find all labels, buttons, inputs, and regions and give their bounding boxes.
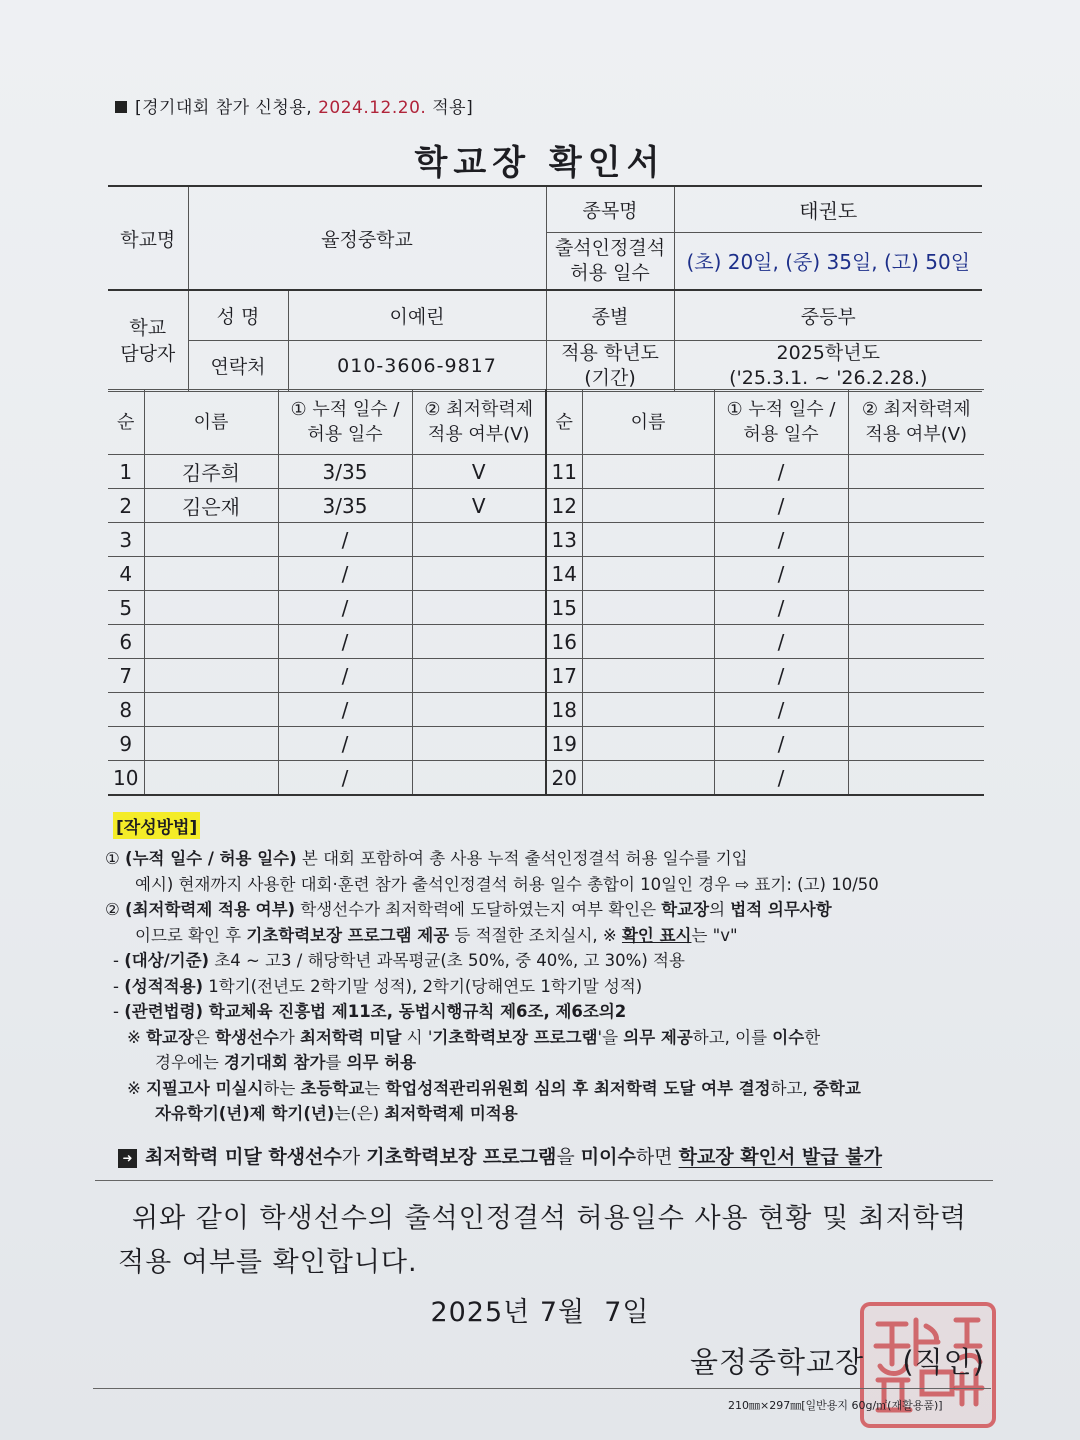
table-cell: / (714, 489, 848, 523)
header-note: [경기대회 참가 신청용, 2024.12.20. 적용] (115, 93, 473, 118)
table-cell: / (714, 591, 848, 625)
table-cell: 15 (546, 591, 582, 625)
issue-date: 2025년 7월 7일 (430, 1297, 650, 1328)
name-label: 성 명 (188, 290, 288, 340)
table-cell (582, 693, 714, 727)
table-cell (582, 761, 714, 796)
detail-law: - (관련법령) 학교체육 진흥법 제11조, 동법시행규칙 제6조, 제6조의2 (113, 1002, 627, 1021)
table-cell: ② 최저학력제 적용 여부(V) (848, 390, 984, 455)
table-cell: / (278, 523, 412, 557)
division-label: 종별 (546, 290, 674, 340)
table-cell: 20 (546, 761, 582, 796)
table-cell (582, 591, 714, 625)
table-cell: / (278, 727, 412, 761)
table-cell (582, 625, 714, 659)
table-cell (848, 727, 984, 761)
school-name: 율정중학교 (188, 186, 546, 290)
instructions-body (105, 846, 990, 1127)
table-cell: / (278, 659, 412, 693)
year-label: 적용 학년도 (기간) (546, 340, 674, 391)
table-cell: 16 (546, 625, 582, 659)
table-cell (144, 659, 278, 693)
school-label: 학교명 (108, 186, 188, 290)
special-note-1: ※ 학교장은 학생선수가 최저학력 미달 시 '기초학력보장 프로그램'을 의무 제공하고, 이를 이수한 (127, 1027, 821, 1047)
table-cell: 순 (546, 390, 582, 455)
table-cell (144, 591, 278, 625)
table-cell: / (714, 625, 848, 659)
manager-label: 학교 담당자 (108, 290, 188, 391)
table-row (108, 693, 984, 727)
table-cell (412, 625, 546, 659)
contact-value: 010-3606-9817 (288, 340, 546, 391)
table-row (108, 557, 984, 591)
table-cell (144, 625, 278, 659)
year-value: 2025학년도 ('25.3.1. ~ '26.2.28.) (674, 340, 982, 391)
instructions-heading: [작성방법] (113, 812, 200, 839)
special-note-2-cont: 자유학기(년)제 학기(년)는(은) 최저학력제 미적용 (155, 1104, 518, 1123)
table-cell (848, 591, 984, 625)
principal-signature: 율정중학교장 (직인) (690, 1345, 985, 1379)
note-2-cont: 이므로 확인 후 기초학력보장 프로그램 제공 등 적절한 조치실시, ※ 확인 표시는 "v" (135, 925, 738, 945)
student-table (108, 389, 984, 796)
bottom-divider (93, 1388, 991, 1389)
table-cell: / (278, 591, 412, 625)
issuance-notice: ➜ 최저학력 미달 학생선수가 기초학력보장 프로그램을 미이수하면 학교장 확인서 발급 불가 (118, 1142, 882, 1169)
table-cell (848, 659, 984, 693)
table-cell: / (714, 659, 848, 693)
table-cell: ① 누적 일수 / 허용 일수 (714, 390, 848, 455)
table-cell (412, 693, 546, 727)
table-cell: / (714, 455, 848, 489)
table-cell: / (278, 693, 412, 727)
table-cell (848, 455, 984, 489)
document-title: 학교장 확인서 (414, 143, 666, 183)
table-row (108, 489, 984, 523)
table-cell: / (714, 693, 848, 727)
table-cell: 3 (108, 523, 144, 557)
table-cell: 6 (108, 625, 144, 659)
special-note-1-cont: 경우에는 경기대회 참가를 의무 허용 (155, 1053, 417, 1072)
divider (95, 1180, 993, 1181)
table-cell: / (714, 761, 848, 796)
table-cell: 5 (108, 591, 144, 625)
table-cell: 9 (108, 727, 144, 761)
table-cell (582, 455, 714, 489)
table-cell: 14 (546, 557, 582, 591)
table-cell: 4 (108, 557, 144, 591)
table-cell: 3/35 (278, 489, 412, 523)
manager-name: 이예린 (288, 290, 546, 340)
arrow-box-icon: ➜ (118, 1149, 137, 1168)
table-cell (848, 523, 984, 557)
table-cell (582, 489, 714, 523)
table-cell: 12 (546, 489, 582, 523)
table-cell: 이름 (144, 390, 278, 455)
division-value: 중등부 (674, 290, 982, 340)
school-info-table (108, 185, 982, 392)
table-cell: / (714, 557, 848, 591)
table-cell (144, 693, 278, 727)
table-cell: V (412, 489, 546, 523)
table-cell (582, 523, 714, 557)
table-cell: 19 (546, 727, 582, 761)
table-cell: 2 (108, 489, 144, 523)
table-cell (848, 693, 984, 727)
note-1: ① (누적 일수 / 허용 일수) 본 대회 포함하여 총 사용 누적 출석인정결석 허용 일수를 기입 (105, 849, 748, 868)
event-label: 종목명 (546, 186, 674, 232)
table-cell: / (278, 557, 412, 591)
table-cell: 이름 (582, 390, 714, 455)
table-cell: 18 (546, 693, 582, 727)
table-cell: 17 (546, 659, 582, 693)
table-cell (848, 489, 984, 523)
table-row (108, 625, 984, 659)
allowed-days-value: (초) 20일, (중) 35일, (고) 50일 (674, 232, 982, 290)
table-cell: ② 최저학력제 적용 여부(V) (412, 390, 546, 455)
table-cell (412, 523, 546, 557)
table-cell (582, 557, 714, 591)
square-bullet-icon (115, 101, 127, 113)
table-cell (144, 557, 278, 591)
table-cell (412, 727, 546, 761)
table-cell: 13 (546, 523, 582, 557)
paper-spec: 210㎜×297㎜[일반용지 60g/㎡(재활용품)] (728, 1399, 943, 1412)
event-name: 태권도 (674, 186, 982, 232)
special-note-2: ※ 지필고사 미실시하는 초등학교는 학업성적관리위원회 심의 후 최저학력 도달 여부 결정하고, 중학교 (127, 1078, 861, 1098)
note-1-example: 예시) 현재까지 사용한 대회·훈련 참가 출석인정결석 허용 일수 총합이 10일인 경우 ⇨ 표기: (고) 10/50 (135, 874, 879, 894)
table-cell: 김은재 (144, 489, 278, 523)
table-cell: 10 (108, 761, 144, 796)
table-cell (144, 761, 278, 796)
contact-label: 연락처 (188, 340, 288, 391)
allowed-days-label: 출석인정결석 허용 일수 (546, 232, 674, 290)
table-cell (144, 523, 278, 557)
table-row (108, 727, 984, 761)
applied-date: 2024.12.20. (318, 98, 427, 118)
table-row (108, 523, 984, 557)
table-cell: / (278, 625, 412, 659)
table-cell (848, 625, 984, 659)
table-row (108, 761, 984, 796)
table-cell: / (714, 727, 848, 761)
table-cell (144, 727, 278, 761)
confirmation-text: 위와 같이 학생선수의 출석인정결석 허용일수 사용 현황 및 최저학력 적용 여부를 확인합니다. (118, 1203, 967, 1278)
table-cell: / (714, 523, 848, 557)
table-cell (412, 659, 546, 693)
table-cell (848, 557, 984, 591)
table-cell: 1 (108, 455, 144, 489)
table-cell: V (412, 455, 546, 489)
table-cell: 3/35 (278, 455, 412, 489)
table-cell: ① 누적 일수 / 허용 일수 (278, 390, 412, 455)
table-cell: 7 (108, 659, 144, 693)
table-cell: 8 (108, 693, 144, 727)
table-row (108, 455, 984, 489)
table-cell: 11 (546, 455, 582, 489)
table-cell (412, 557, 546, 591)
table-cell (412, 591, 546, 625)
detail-target: - (대상/기준) 초4 ~ 고3 / 해당학년 과목평균(초 50%, 중 40%, 고 30%) 적용 (113, 951, 685, 970)
note-2: ② (최저학력제 적용 여부) 학생선수가 최저학력에 도달하였는지 여부 확인은 학교장의 법적 의무사항 (105, 900, 832, 919)
table-cell: / (278, 761, 412, 796)
table-row (108, 659, 984, 693)
table-cell (582, 727, 714, 761)
table-cell: 김주희 (144, 455, 278, 489)
table-cell (582, 659, 714, 693)
table-cell (412, 761, 546, 796)
detail-grades: - (성적적용) 1학기(전년도 2학기말 성적), 2학기(당해연도 1학기말 성적) (113, 976, 643, 996)
table-header-row (108, 390, 984, 455)
table-row (108, 591, 984, 625)
table-cell (848, 761, 984, 796)
table-cell: 순 (108, 390, 144, 455)
